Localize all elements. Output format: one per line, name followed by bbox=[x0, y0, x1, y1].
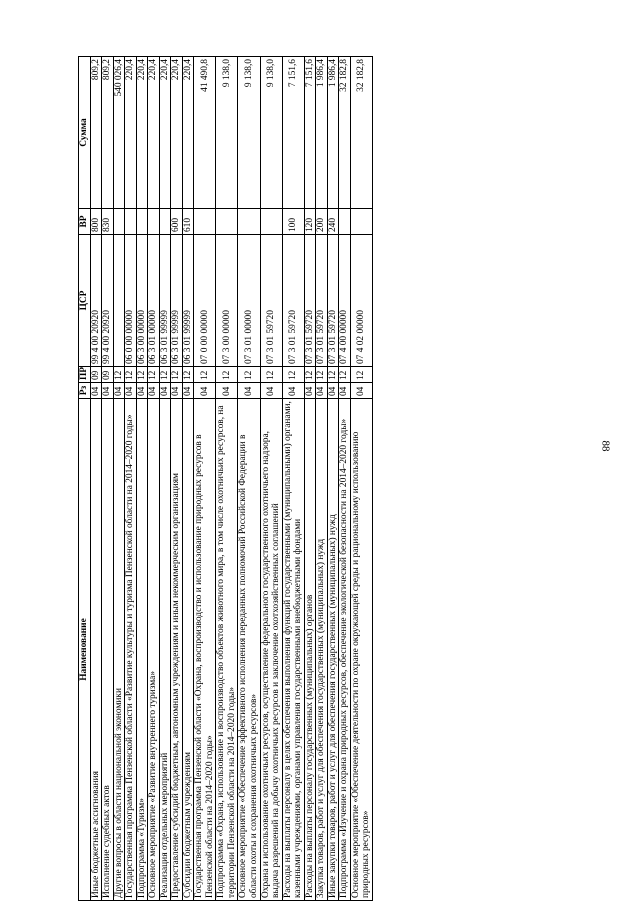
table-row bbox=[194, 57, 216, 901]
table-row bbox=[102, 57, 114, 901]
cell-pr: 12 bbox=[159, 367, 171, 383]
cell-rz: 04 bbox=[316, 383, 328, 399]
cell-rz: 04 bbox=[159, 383, 171, 399]
table-row bbox=[327, 57, 339, 901]
cell-name: Иные бюджетные ассигнования bbox=[90, 399, 102, 901]
cell-sum: 1 986,4 bbox=[316, 57, 328, 209]
cell-rz: 04 bbox=[304, 383, 316, 399]
cell-csr: 07 3 00 00000 bbox=[216, 235, 238, 367]
cell-name: Основное мероприятие «Развитие внутреннего туризма» bbox=[148, 399, 160, 901]
cell-rz: 04 bbox=[339, 383, 351, 399]
cell-name: Основное мероприятие «Обеспечение эффективного исполнения переданных полномочий Российской Федерации в области охоты и сохранения охотничьих ресурсов» bbox=[238, 399, 260, 901]
cell-csr: 99 4 00 20920 bbox=[102, 235, 114, 367]
cell-rz: 04 bbox=[350, 383, 372, 399]
cell-name: Субсидии бюджетным учреждениям bbox=[182, 399, 194, 901]
cell-vr: 800 bbox=[90, 209, 102, 235]
cell-sum: 220,4 bbox=[182, 57, 194, 209]
cell-rz: 04 bbox=[125, 383, 137, 399]
cell-name: Подпрограмма «Изучение и охрана природных ресурсов, обеспечение экологической безопасности на 2014–2020 годы» bbox=[339, 399, 351, 901]
cell-sum: 809,2 bbox=[90, 57, 102, 209]
rotated-table-wrapper bbox=[78, 57, 586, 901]
cell-pr: 12 bbox=[216, 367, 238, 383]
table-row bbox=[136, 57, 148, 901]
cell-pr: 12 bbox=[339, 367, 351, 383]
cell-vr: 600 bbox=[171, 209, 183, 235]
cell-vr bbox=[113, 209, 125, 235]
cell-sum: 9 138,0 bbox=[260, 57, 282, 209]
table-header-row bbox=[79, 57, 91, 901]
cell-pr: 12 bbox=[171, 367, 183, 383]
cell-csr: 07 3 01 00000 bbox=[238, 235, 260, 367]
cell-name: Расходы на выплаты персоналу в целях обеспечения выполнения функций государственными (муниципальными) органами, казенными учреждениями, органами управления государственными внебюджетными фондами bbox=[282, 399, 304, 901]
cell-csr: 07 3 01 59720 bbox=[327, 235, 339, 367]
cell-vr: 240 bbox=[327, 209, 339, 235]
table-row bbox=[159, 57, 171, 901]
table-row bbox=[260, 57, 282, 901]
cell-rz: 04 bbox=[260, 383, 282, 399]
table-row bbox=[113, 57, 125, 901]
table-row bbox=[90, 57, 102, 901]
table-row bbox=[238, 57, 260, 901]
table-row bbox=[171, 57, 183, 901]
cell-vr bbox=[350, 209, 372, 235]
cell-sum: 32 182,8 bbox=[339, 57, 351, 209]
table-row bbox=[282, 57, 304, 901]
cell-csr: 06 3 00 00000 bbox=[136, 235, 148, 367]
cell-sum: 220,4 bbox=[125, 57, 137, 209]
cell-name: Государственная программа Пензенской области «Развитие культуры и туризма Пензенской области на 2014–2020 годы» bbox=[125, 399, 137, 901]
cell-vr: 120 bbox=[304, 209, 316, 235]
cell-pr: 09 bbox=[90, 367, 102, 383]
cell-sum: 220,4 bbox=[159, 57, 171, 209]
cell-name: Закупка товаров, работ и услуг для обеспечения государственных (муниципальных) нужд bbox=[316, 399, 328, 901]
cell-csr: 07 3 01 59720 bbox=[282, 235, 304, 367]
cell-name: Подпрограмма «Охрана, использование и воспроизводство объектов животного мира, в том числе охотничьих ресурсов, на территории Пензенской области на 2014–2020 годы» bbox=[216, 399, 238, 901]
table-row bbox=[216, 57, 238, 901]
cell-vr bbox=[148, 209, 160, 235]
cell-name: Исполнение судебных актов bbox=[102, 399, 114, 901]
cell-rz: 04 bbox=[182, 383, 194, 399]
cell-vr bbox=[194, 209, 216, 235]
cell-sum: 220,4 bbox=[148, 57, 160, 209]
cell-rz: 04 bbox=[113, 383, 125, 399]
cell-name: Другие вопросы в области национальной экономики bbox=[113, 399, 125, 901]
cell-sum: 1 986,4 bbox=[327, 57, 339, 209]
cell-name: Иные закупки товаров, работ и услуг для обеспечения государственных (муниципальных) нужд bbox=[327, 399, 339, 901]
cell-vr: 100 bbox=[282, 209, 304, 235]
cell-name: Реализация отдельных мероприятий bbox=[159, 399, 171, 901]
cell-vr bbox=[159, 209, 171, 235]
table-row bbox=[339, 57, 351, 901]
table-body bbox=[90, 57, 372, 901]
cell-rz: 04 bbox=[282, 383, 304, 399]
cell-vr bbox=[216, 209, 238, 235]
header-rz: Рз bbox=[79, 383, 91, 399]
cell-csr: 07 4 00 00000 bbox=[339, 235, 351, 367]
cell-vr bbox=[238, 209, 260, 235]
header-csr: ЦСР bbox=[79, 235, 91, 367]
cell-pr: 12 bbox=[113, 367, 125, 383]
cell-csr: 07 3 01 59720 bbox=[260, 235, 282, 367]
header-name: Наименование bbox=[79, 399, 91, 901]
cell-csr: 07 0 00 00000 bbox=[194, 235, 216, 367]
cell-rz: 04 bbox=[171, 383, 183, 399]
cell-vr: 200 bbox=[316, 209, 328, 235]
cell-pr: 12 bbox=[238, 367, 260, 383]
table-row bbox=[182, 57, 194, 901]
cell-pr: 12 bbox=[194, 367, 216, 383]
cell-sum: 540 026,4 bbox=[113, 57, 125, 209]
cell-sum: 9 138,0 bbox=[216, 57, 238, 209]
cell-pr: 12 bbox=[304, 367, 316, 383]
cell-csr: 06 3 01 00000 bbox=[148, 235, 160, 367]
cell-name: Охрана и использование охотничьих ресурсов, осуществление федерального государственного охотничьего надзора, выдача разрешений на добычу охотничьих ресурсов и заключение охотхозяйственных соглашений bbox=[260, 399, 282, 901]
cell-rz: 04 bbox=[238, 383, 260, 399]
cell-pr: 12 bbox=[316, 367, 328, 383]
cell-sum: 7 151,6 bbox=[304, 57, 316, 209]
header-pr: ПР bbox=[79, 367, 91, 383]
cell-rz: 04 bbox=[148, 383, 160, 399]
cell-name: Предоставление субсидий бюджетным, автономным учреждениям и иным некоммерческим организациям bbox=[171, 399, 183, 901]
table-row bbox=[304, 57, 316, 901]
cell-sum: 32 182,8 bbox=[350, 57, 372, 209]
cell-rz: 04 bbox=[327, 383, 339, 399]
cell-vr: 610 bbox=[182, 209, 194, 235]
cell-pr: 12 bbox=[136, 367, 148, 383]
cell-csr: 07 3 01 59720 bbox=[304, 235, 316, 367]
cell-rz: 04 bbox=[102, 383, 114, 399]
cell-pr: 12 bbox=[350, 367, 372, 383]
cell-name: Подпрограмма «Туризм» bbox=[136, 399, 148, 901]
cell-pr: 09 bbox=[102, 367, 114, 383]
page-number: 88 bbox=[599, 440, 612, 452]
cell-name: Основное мероприятие «Обеспечение деятельности по охране окружающей среды и рациональному использованию природных ресурсов» bbox=[350, 399, 372, 901]
cell-name: Расходы на выплаты персоналу государственных (муниципальных) органов bbox=[304, 399, 316, 901]
cell-csr: 06 0 00 00000 bbox=[125, 235, 137, 367]
cell-pr: 12 bbox=[327, 367, 339, 383]
cell-csr: 06 3 01 99999 bbox=[182, 235, 194, 367]
cell-sum: 809,2 bbox=[102, 57, 114, 209]
table-row bbox=[125, 57, 137, 901]
cell-csr: 07 3 01 59720 bbox=[316, 235, 328, 367]
cell-vr bbox=[136, 209, 148, 235]
header-vr: ВР bbox=[79, 209, 91, 235]
cell-rz: 04 bbox=[136, 383, 148, 399]
cell-sum: 7 151,6 bbox=[282, 57, 304, 209]
budget-table-container bbox=[78, 57, 586, 901]
cell-pr: 12 bbox=[260, 367, 282, 383]
cell-csr: 99 4 00 20920 bbox=[90, 235, 102, 367]
cell-name: Государственная программа Пензенской области «Охрана, воспроизводство и использование природных ресурсов в Пензенской области на 2014–2020 годы» bbox=[194, 399, 216, 901]
cell-pr: 12 bbox=[282, 367, 304, 383]
cell-csr: 06 3 01 99999 bbox=[171, 235, 183, 367]
cell-vr bbox=[339, 209, 351, 235]
table-row bbox=[148, 57, 160, 901]
cell-sum: 9 138,0 bbox=[238, 57, 260, 209]
cell-pr: 12 bbox=[125, 367, 137, 383]
cell-sum: 41 490,8 bbox=[194, 57, 216, 209]
cell-vr: 830 bbox=[102, 209, 114, 235]
cell-sum: 220,4 bbox=[171, 57, 183, 209]
cell-csr: 07 4 02 00000 bbox=[350, 235, 372, 367]
cell-rz: 04 bbox=[90, 383, 102, 399]
table-row bbox=[316, 57, 328, 901]
budget-table bbox=[78, 56, 373, 901]
cell-csr bbox=[113, 235, 125, 367]
cell-vr bbox=[260, 209, 282, 235]
cell-vr bbox=[125, 209, 137, 235]
cell-rz: 04 bbox=[216, 383, 238, 399]
cell-pr: 12 bbox=[182, 367, 194, 383]
table-row bbox=[350, 57, 372, 901]
header-sum: Сумма bbox=[79, 57, 91, 209]
cell-sum: 220,4 bbox=[136, 57, 148, 209]
cell-csr: 06 3 01 99999 bbox=[159, 235, 171, 367]
cell-pr: 12 bbox=[148, 367, 160, 383]
cell-rz: 04 bbox=[194, 383, 216, 399]
